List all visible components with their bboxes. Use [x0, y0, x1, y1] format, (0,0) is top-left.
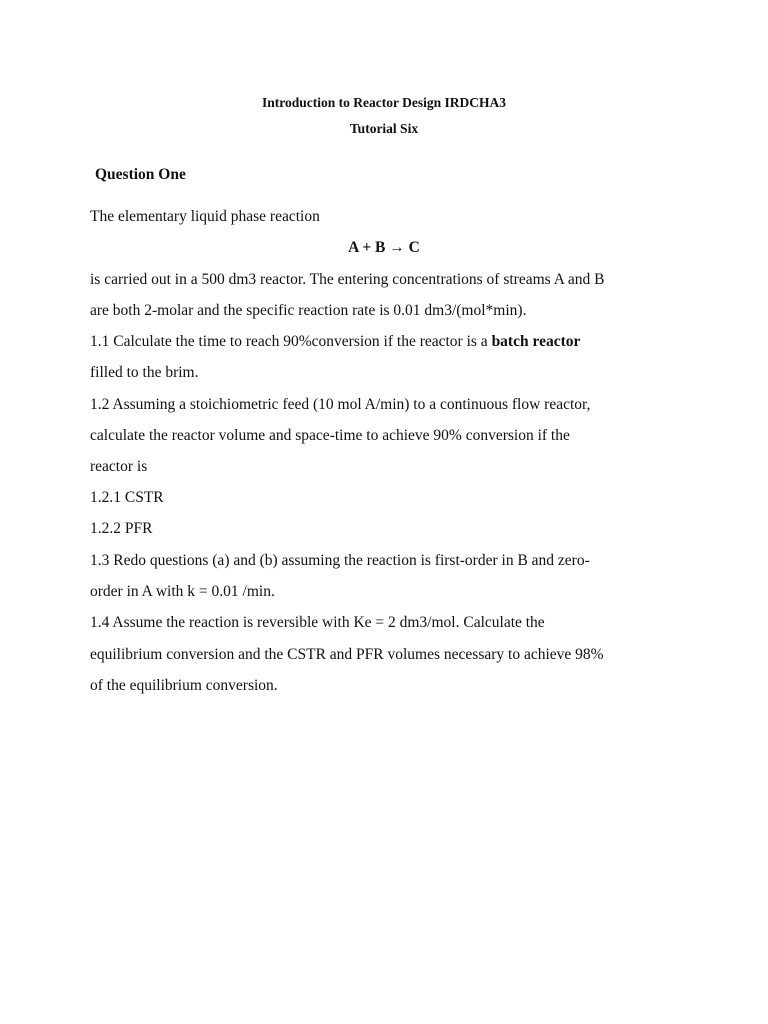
document-title: Introduction to Reactor Design IRDCHA3 — [262, 95, 506, 110]
question-1-2-1: 1.2.1 CSTR — [90, 489, 164, 506]
section-heading: Question One — [95, 166, 186, 183]
question-1-2-2: 1.2.2 PFR — [90, 520, 153, 537]
question-1-1-text: 1.1 Calculate the time to reach 90%conversion if the reactor is a — [90, 333, 492, 350]
body-line-1: is carried out in a 500 dm3 reactor. The entering concentrations of streams A and B — [90, 271, 605, 288]
question-1-3: 1.3 Redo questions (a) and (b) assuming the reaction is first-order in B and zero- — [90, 552, 590, 569]
reaction-equation: A + B → C — [348, 239, 420, 256]
body-line-4: filled to the brim. — [90, 364, 199, 381]
question-1-4: 1.4 Assume the reaction is reversible with Ke = 2 dm3/mol. Calculate the — [90, 614, 545, 631]
document-subtitle: Tutorial Six — [349, 121, 419, 136]
body-line-7: reactor is — [90, 458, 148, 475]
body-line-14: of the equilibrium conversion. — [90, 677, 278, 694]
body-line-11: order in A with k = 0.01 /min. — [90, 583, 275, 600]
batch-reactor-emphasis: batch reactor — [491, 333, 581, 350]
question-1-2: 1.2 Assuming a stoichiometric feed (10 mol A/min) to a continuous flow reactor, — [90, 396, 591, 413]
body-line-2: are both 2-molar and the specific reaction rate is 0.01 dm3/(mol*min). — [90, 302, 527, 319]
body-line-13: equilibrium conversion and the CSTR and PFR volumes necessary to achieve 98% — [90, 646, 604, 663]
intro-line: The elementary liquid phase reaction — [90, 208, 320, 225]
question-1-1 — [90, 332, 580, 352]
body-line-6: calculate the reactor volume and space-time to achieve 90% conversion if the — [90, 427, 570, 444]
